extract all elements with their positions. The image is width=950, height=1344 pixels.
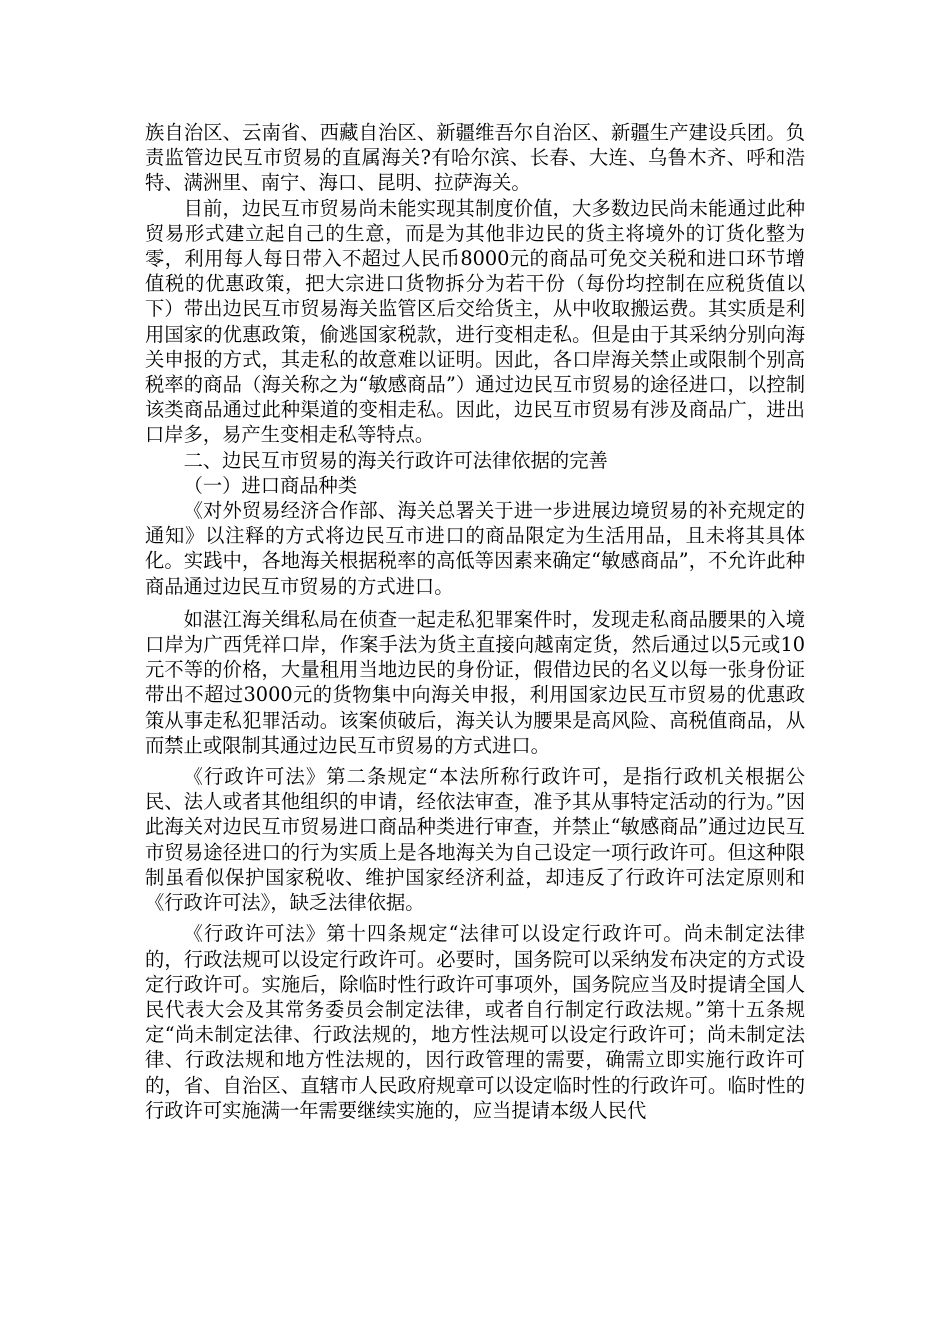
document-page — [145, 120, 805, 1123]
paragraph-notice: 《对外贸易经济合作部、海关总署关于进一步进展边境贸易的补充规定的通知》以注释的方式将边民互市进口的商品限定为生活用品，且未将其具体化。实践中，各地海关根据税率的高低等因素来确定“敏感商品”，不允许此种商品通过边民互市贸易的方式进口。 — [145, 499, 805, 598]
section-heading: 二、边民互市贸易的海关行政许可法律依据的完善 — [183, 448, 608, 472]
paragraph-article-fourteen: 《行政许可法》第十四条规定“法律可以设定行政许可。尚未制定法律的，行政法规可以设定行政许可。必要时，国务院可以采纳发布决定的方式设定行政许可。实施后，除临时性行政许可事项外，国务院应当及时提请全国人民代表大会及其常务委员会制定法律，或者自行制定行政法规。”第十五条规定“尚未制定法律、行政法规的，地方性法规可以设定行政许可；尚未制定法律、行政法规和地方性法规的，因行政管理的需要，确需立即实施行政许可的，省、自治区、直辖市人民政府规章可以设定临时性的行政许可。临时性的行政许可实施满一年需要继续实施的，应当提请本级人民代 — [145, 922, 805, 1122]
subsection-heading: （一）进口商品种类 — [183, 473, 358, 497]
paragraph-current-situation: 目前，边民互市贸易尚未能实现其制度价值，大多数边民尚未能通过此种贸易形式建立起自己的生意，而是为其他非边民的货主将境外的订货化整为零，利用每人每日带入不超过人民币8000元的商品可免交关税和进口环节增值税的优惠政策，把大宗进口货物拆分为若干份（每份均控制在应税货值以下）带出边民互市贸易海关监管区后交给货主，从中收取搬运费。其实质是利用国家的优惠政策，偷逃国家税款，进行变相走私。但是由于其采纳分别向海关申报的方式，其走私的故意难以证明。因此，各口岸海关禁止或限制个别高税率的商品（海关称之为“敏感商品”）通过边民互市贸易的途径进口，以控制该类商品通过此种渠道的变相走私。因此，边民互市贸易有涉及商品广，进出口岸多，易产生变相走私等特点。 — [145, 196, 805, 447]
paragraph-case-example: 如湛江海关缉私局在侦查一起走私犯罪案件时，发现走私商品腰果的入境口岸为广西凭祥口岸，作案手法为货主直接向越南定货，然后通过以5元或10元不等的价格，大量租用当地边民的身份证，假借边民的名义以每一张身份证带出不超过3000元的货物集中向海关申报，利用国家边民互市贸易的优惠政策从事走私犯罪活动。该案侦破后，海关认为腰果是高风险、高税值商品，从而禁止或限制其通过边民互市贸易的方式进口。 — [145, 607, 805, 757]
paragraph-article-two: 《行政许可法》第二条规定“本法所称行政许可，是指行政机关根据公民、法人或者其他组织的申请，经依法审查，准予其从事特定活动的行为。”因此海关对边民互市贸易进口商品种类进行审查，并禁止“敏感商品”通过边民互市贸易途径进口的行为实质上是各地海关为自己设定一项行政许可。但这种限制虽看似保护国家税收、维护国家经济利益，却违反了行政许可法定原则和《行政许可法》，缺乏法律依据。 — [145, 765, 805, 915]
paragraph-continued: 族自治区、云南省、西藏自治区、新疆维吾尔自治区、新疆生产建设兵团。负责监管边民互市贸易的直属海关?有哈尔滨、长春、大连、乌鲁木齐、呼和浩特、满洲里、南宁、海口、昆明、拉萨海关。 — [145, 121, 805, 195]
